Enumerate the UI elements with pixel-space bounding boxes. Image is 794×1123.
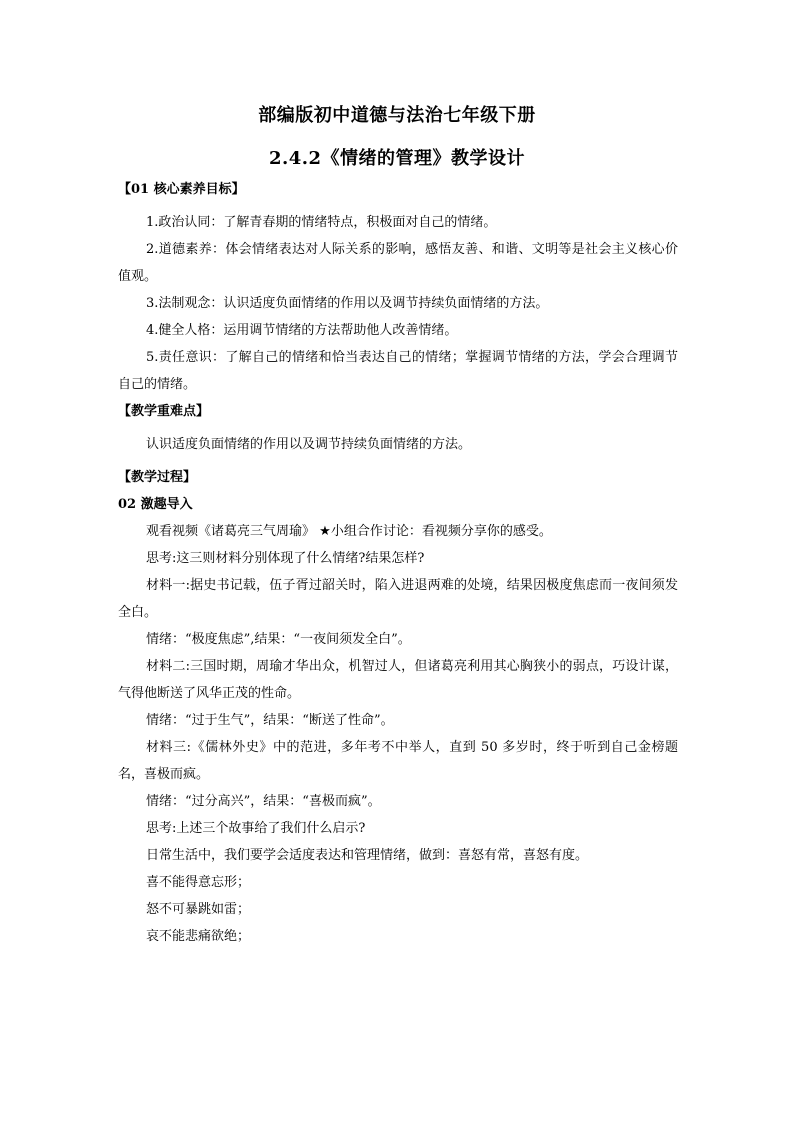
- process-paragraph: 哀不能悲痛欲绝；: [146, 929, 251, 944]
- intro-discussion-text: 小组合作讨论：看视频分享你的感受。: [330, 524, 552, 539]
- section-heading-key-points: 【教学重难点】: [118, 404, 210, 419]
- document-title: 部编版初中道德与法治七年级下册: [258, 105, 536, 126]
- process-intro-paragraph: [118, 518, 678, 545]
- process-paragraph: 喜不能得意忘形；: [146, 875, 251, 890]
- document-body: [118, 176, 678, 950]
- goal-item-4: 4.健全人格：运用调节情绪的方法帮助他人改善情绪。: [146, 323, 458, 338]
- process-paragraph: 思考:这三则材料分别体现了什么情绪?结果怎样?: [146, 551, 425, 566]
- goal-item-3: 3.法制观念：认识适度负面情绪的作用以及调节持续负面情绪的方法。: [146, 296, 549, 311]
- process-paragraph: 日常生活中，我们要学会适度表达和管理情绪，做到：喜怒有常，喜怒有度。: [146, 848, 589, 863]
- process-paragraph: 情绪：“极度焦虑”,结果：“一夜间须发全白”。: [146, 632, 411, 647]
- process-paragraph: 材料三:《儒林外史》中的范进，多年考不中举人，直到 50 多岁时，终于听到自己金榜题名，喜极而疯。: [118, 740, 678, 782]
- process-paragraph: 思考:上述三个故事给了我们什么启示?: [146, 821, 366, 836]
- document-subtitle: 2.4.2《情绪的管理》教学设计: [268, 148, 526, 169]
- process-paragraph: 情绪：“过分高兴”，结果：“喜极而疯”。: [146, 794, 381, 809]
- process-paragraph: 情绪：“过于生气”，结果：“断送了性命”。: [146, 713, 394, 728]
- process-subheading-intro: 02 激趣导入: [118, 497, 193, 512]
- star-icon: ★: [319, 524, 331, 539]
- key-points-text: 认识适度负面情绪的作用以及调节持续负面情绪的方法。: [146, 437, 472, 452]
- goal-item-2: 2.道德素养：体会情绪表达对人际关系的影响，感悟友善、和谐、文明等是社会主义核心价值观。: [118, 242, 678, 284]
- section-heading-process: 【教学过程】: [118, 470, 197, 485]
- process-paragraph: 怒不可暴跳如雷；: [146, 902, 251, 917]
- process-paragraph: 材料二:三国时期，周瑜才华出众，机智过人，但诸葛亮利用其心胸狭小的弱点，巧设计谋，气得他断送了风华正茂的性命。: [118, 659, 678, 701]
- goal-item-1: 1.政治认同：了解青春期的情绪特点，积极面对自己的情绪。: [146, 215, 497, 230]
- process-paragraph: 材料一:据史书记载，伍子胥过韶关时，陷入进退两难的处境，结果因极度焦虑而一夜间须发全白。: [118, 578, 678, 620]
- goal-item-5: 5.责任意识：了解自己的情绪和恰当表达自己的情绪；掌握调节情绪的方法，学会合理调节自己的情绪。: [118, 350, 678, 392]
- section-heading-goals: 【01 核心素养目标】: [118, 182, 245, 197]
- intro-video-text: 观看视频《诸葛亮三气周瑜》: [146, 524, 316, 539]
